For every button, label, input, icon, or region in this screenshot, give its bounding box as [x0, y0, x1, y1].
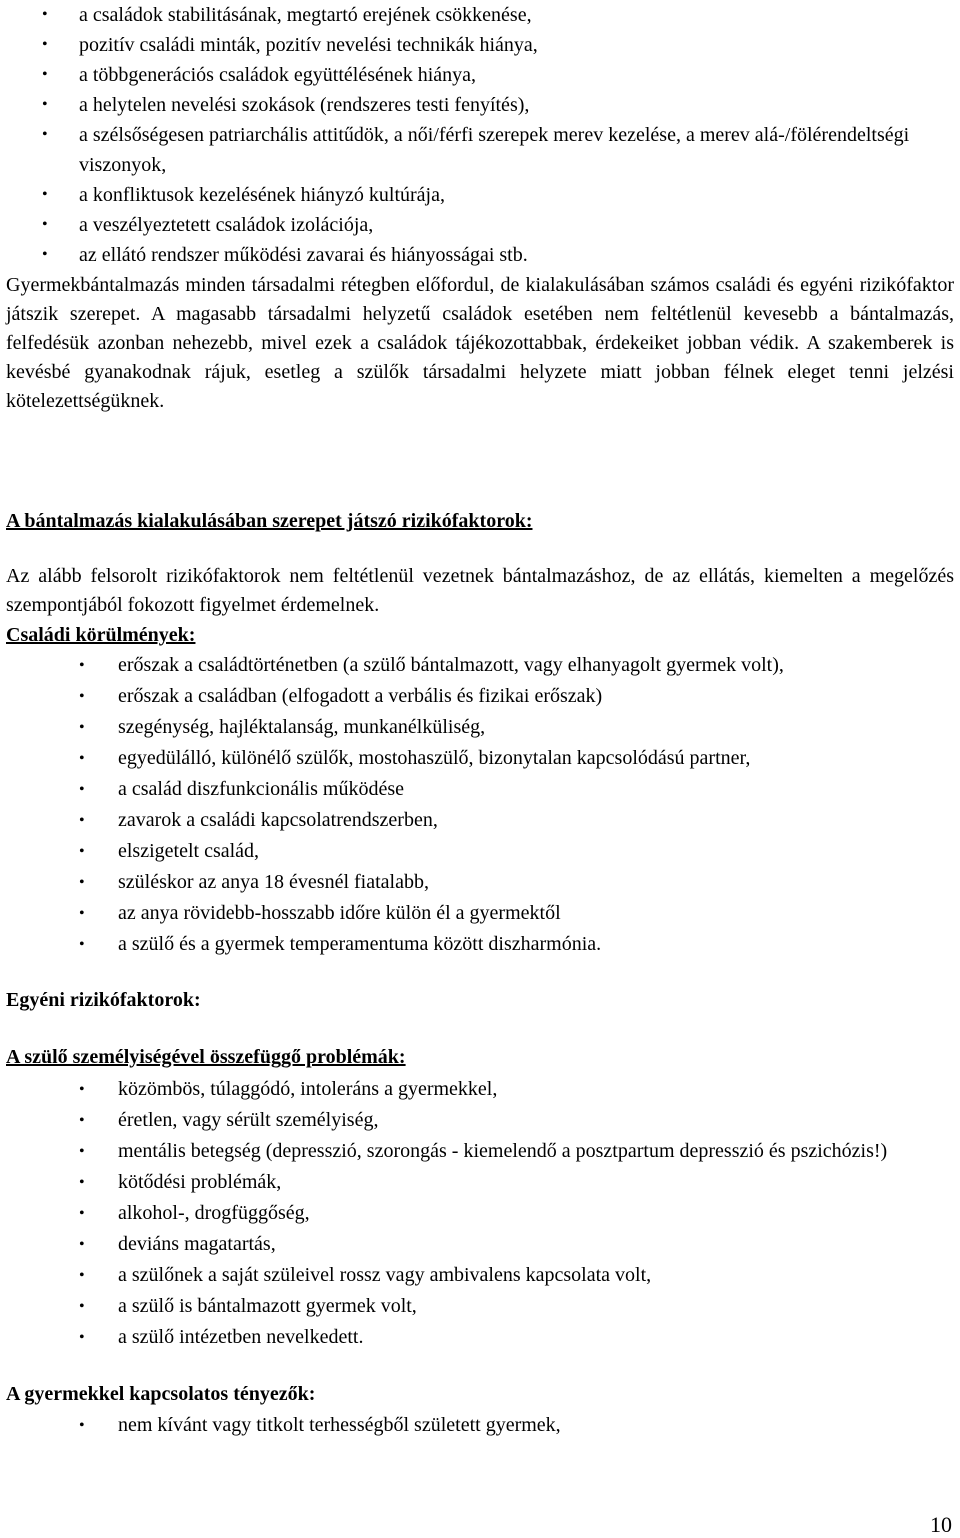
list-item: • a szülő is bántalmazott gyermek volt,	[0, 1291, 960, 1322]
list-item: • a szülő és a gyermek temperamentuma között diszharmónia.	[0, 929, 960, 960]
bullet-icon: •	[79, 812, 85, 829]
list-item: • erőszak a családtörténetben (a szülő bántalmazott, vagy elhanyagolt gyermek volt),	[0, 650, 960, 681]
list-item: • az ellátó rendszer működési zavarai és hiányosságai stb.	[0, 240, 960, 270]
list-item: • a konfliktusok kezelésének hiányzó kultúrája,	[0, 180, 960, 210]
bullet-icon: •	[79, 1081, 85, 1098]
bullet-icon: •	[79, 719, 85, 736]
paragraph-abuse-society: Gyermekbántalmazás minden társadalmi rétegben előfordul, de kialakulásában számos családi és egyéni rizikófaktor játszik szerepet. A magasabb társadalmi helyzetű családok esetében nem feltétlenül kevesebb a bántalmazás, felfedésük azonban nehezebb, mivel ezek a családok tájékozottabbak, érdekeiket jobban védik. A szakemberek is kevésbé gyanakodnak rájuk, esetleg a szülők társadalmi helyzete miatt jobban félnek eleget tenni jelzési kötelezettségüknek.	[6, 274, 954, 412]
list-item: • a szélsőségesen patriarchális attitűdök, a női/férfi szerepek merev kezelése, a merev alá-/fölérendeltségi viszonyok,	[0, 120, 960, 180]
bullet-icon: •	[79, 1417, 85, 1434]
list-item: • éretlen, vagy sérült személyiség,	[0, 1105, 960, 1136]
list-item: • közömbös, túlaggódó, intoleráns a gyermekkel,	[0, 1074, 960, 1105]
heading-risk-factors: A bántalmazás kialakulásában szerepet játszó rizikófaktorok:	[6, 510, 533, 532]
list-item: • a szülő intézetben nevelkedett.	[0, 1322, 960, 1353]
bullet-icon: •	[79, 1329, 85, 1346]
bullet-icon: •	[42, 126, 48, 143]
list-item: • mentális betegség (depresszió, szorongás - kiemelendő a posztpartum depresszió és pszichózis!)	[0, 1136, 960, 1167]
list-item: • a veszélyeztetett családok izolációja,	[0, 210, 960, 240]
list-item: • erőszak a családban (elfogadott a verbális és fizikai erőszak)	[0, 681, 960, 712]
list-item: • pozitív családi minták, pozitív nevelési technikák hiánya,	[0, 30, 960, 60]
bullet-icon: •	[79, 1174, 85, 1191]
bullet-icon: •	[42, 96, 48, 113]
bullet-icon: •	[79, 1267, 85, 1284]
bullet-icon: •	[79, 781, 85, 798]
bullet-icon: •	[79, 688, 85, 705]
bullet-icon: •	[79, 657, 85, 674]
bullet-icon: •	[42, 36, 48, 53]
list-item: • elszigetelt család,	[0, 836, 960, 867]
list-item: • a család diszfunkcionális működése	[0, 774, 960, 805]
parent-risk-list	[0, 1074, 960, 1353]
bullet-icon: •	[42, 246, 48, 263]
heading-individual-risk-factors: Egyéni rizikófaktorok:	[6, 989, 201, 1011]
bullet-icon: •	[79, 1298, 85, 1315]
list-item: • nem kívánt vagy titkolt terhességből született gyermek,	[0, 1410, 960, 1441]
bullet-icon: •	[79, 843, 85, 860]
list-item: • a helytelen nevelési szokások (rendszeres testi fenyítés),	[0, 90, 960, 120]
list-item: • szegénység, hajléktalanság, munkanélküliség,	[0, 712, 960, 743]
bullet-icon: •	[79, 1112, 85, 1129]
list-item: • a családok stabilitásának, megtartó erejének csökkenése,	[0, 0, 960, 30]
heading-parent-personality: A szülő személyiségével összefüggő problémák:	[6, 1046, 406, 1068]
list-item: • zavarok a családi kapcsolatrendszerben,	[0, 805, 960, 836]
family-risk-list	[0, 650, 960, 960]
bullet-icon: •	[42, 186, 48, 203]
bullet-icon: •	[79, 874, 85, 891]
bullet-icon: •	[79, 936, 85, 953]
heading-child-factors: A gyermekkel kapcsolatos tényezők:	[6, 1383, 316, 1405]
child-risk-list	[0, 1410, 960, 1441]
list-item: • egyedülálló, különélő szülők, mostohaszülő, bizonytalan kapcsolódású partner,	[0, 743, 960, 774]
list-item: • deviáns magatartás,	[0, 1229, 960, 1260]
bullet-icon: •	[79, 905, 85, 922]
bullet-icon: •	[42, 66, 48, 83]
heading-family-circumstances: Családi körülmények:	[6, 624, 196, 646]
list-item: • kötődési problémák,	[0, 1167, 960, 1198]
bullet-icon: •	[79, 1143, 85, 1160]
bullet-icon: •	[79, 1236, 85, 1253]
bullet-icon: •	[42, 6, 48, 23]
bullet-icon: •	[79, 750, 85, 767]
bullet-icon: •	[79, 1205, 85, 1222]
list-item: • alkohol-, drogfüggőség,	[0, 1198, 960, 1229]
top-bullet-list	[0, 0, 960, 270]
list-item: • a szülőnek a saját szüleivel rossz vagy ambivalens kapcsolata volt,	[0, 1260, 960, 1291]
list-item: • szüléskor az anya 18 évesnél fiatalabb,	[0, 867, 960, 898]
list-item: • az anya rövidebb-hosszabb időre külön él a gyermektől	[0, 898, 960, 929]
list-item: • a többgenerációs családok együttélésének hiánya,	[0, 60, 960, 90]
bullet-icon: •	[42, 216, 48, 233]
page-number: 10	[930, 1512, 952, 1537]
paragraph-risk-intro: Az alább felsorolt rizikófaktorok nem feltétlenül vezetnek bántalmazáshoz, de az ellátás, kiemelten a megelőzés szempontjából fokozott figyelmet érdemelnek.	[6, 565, 954, 616]
